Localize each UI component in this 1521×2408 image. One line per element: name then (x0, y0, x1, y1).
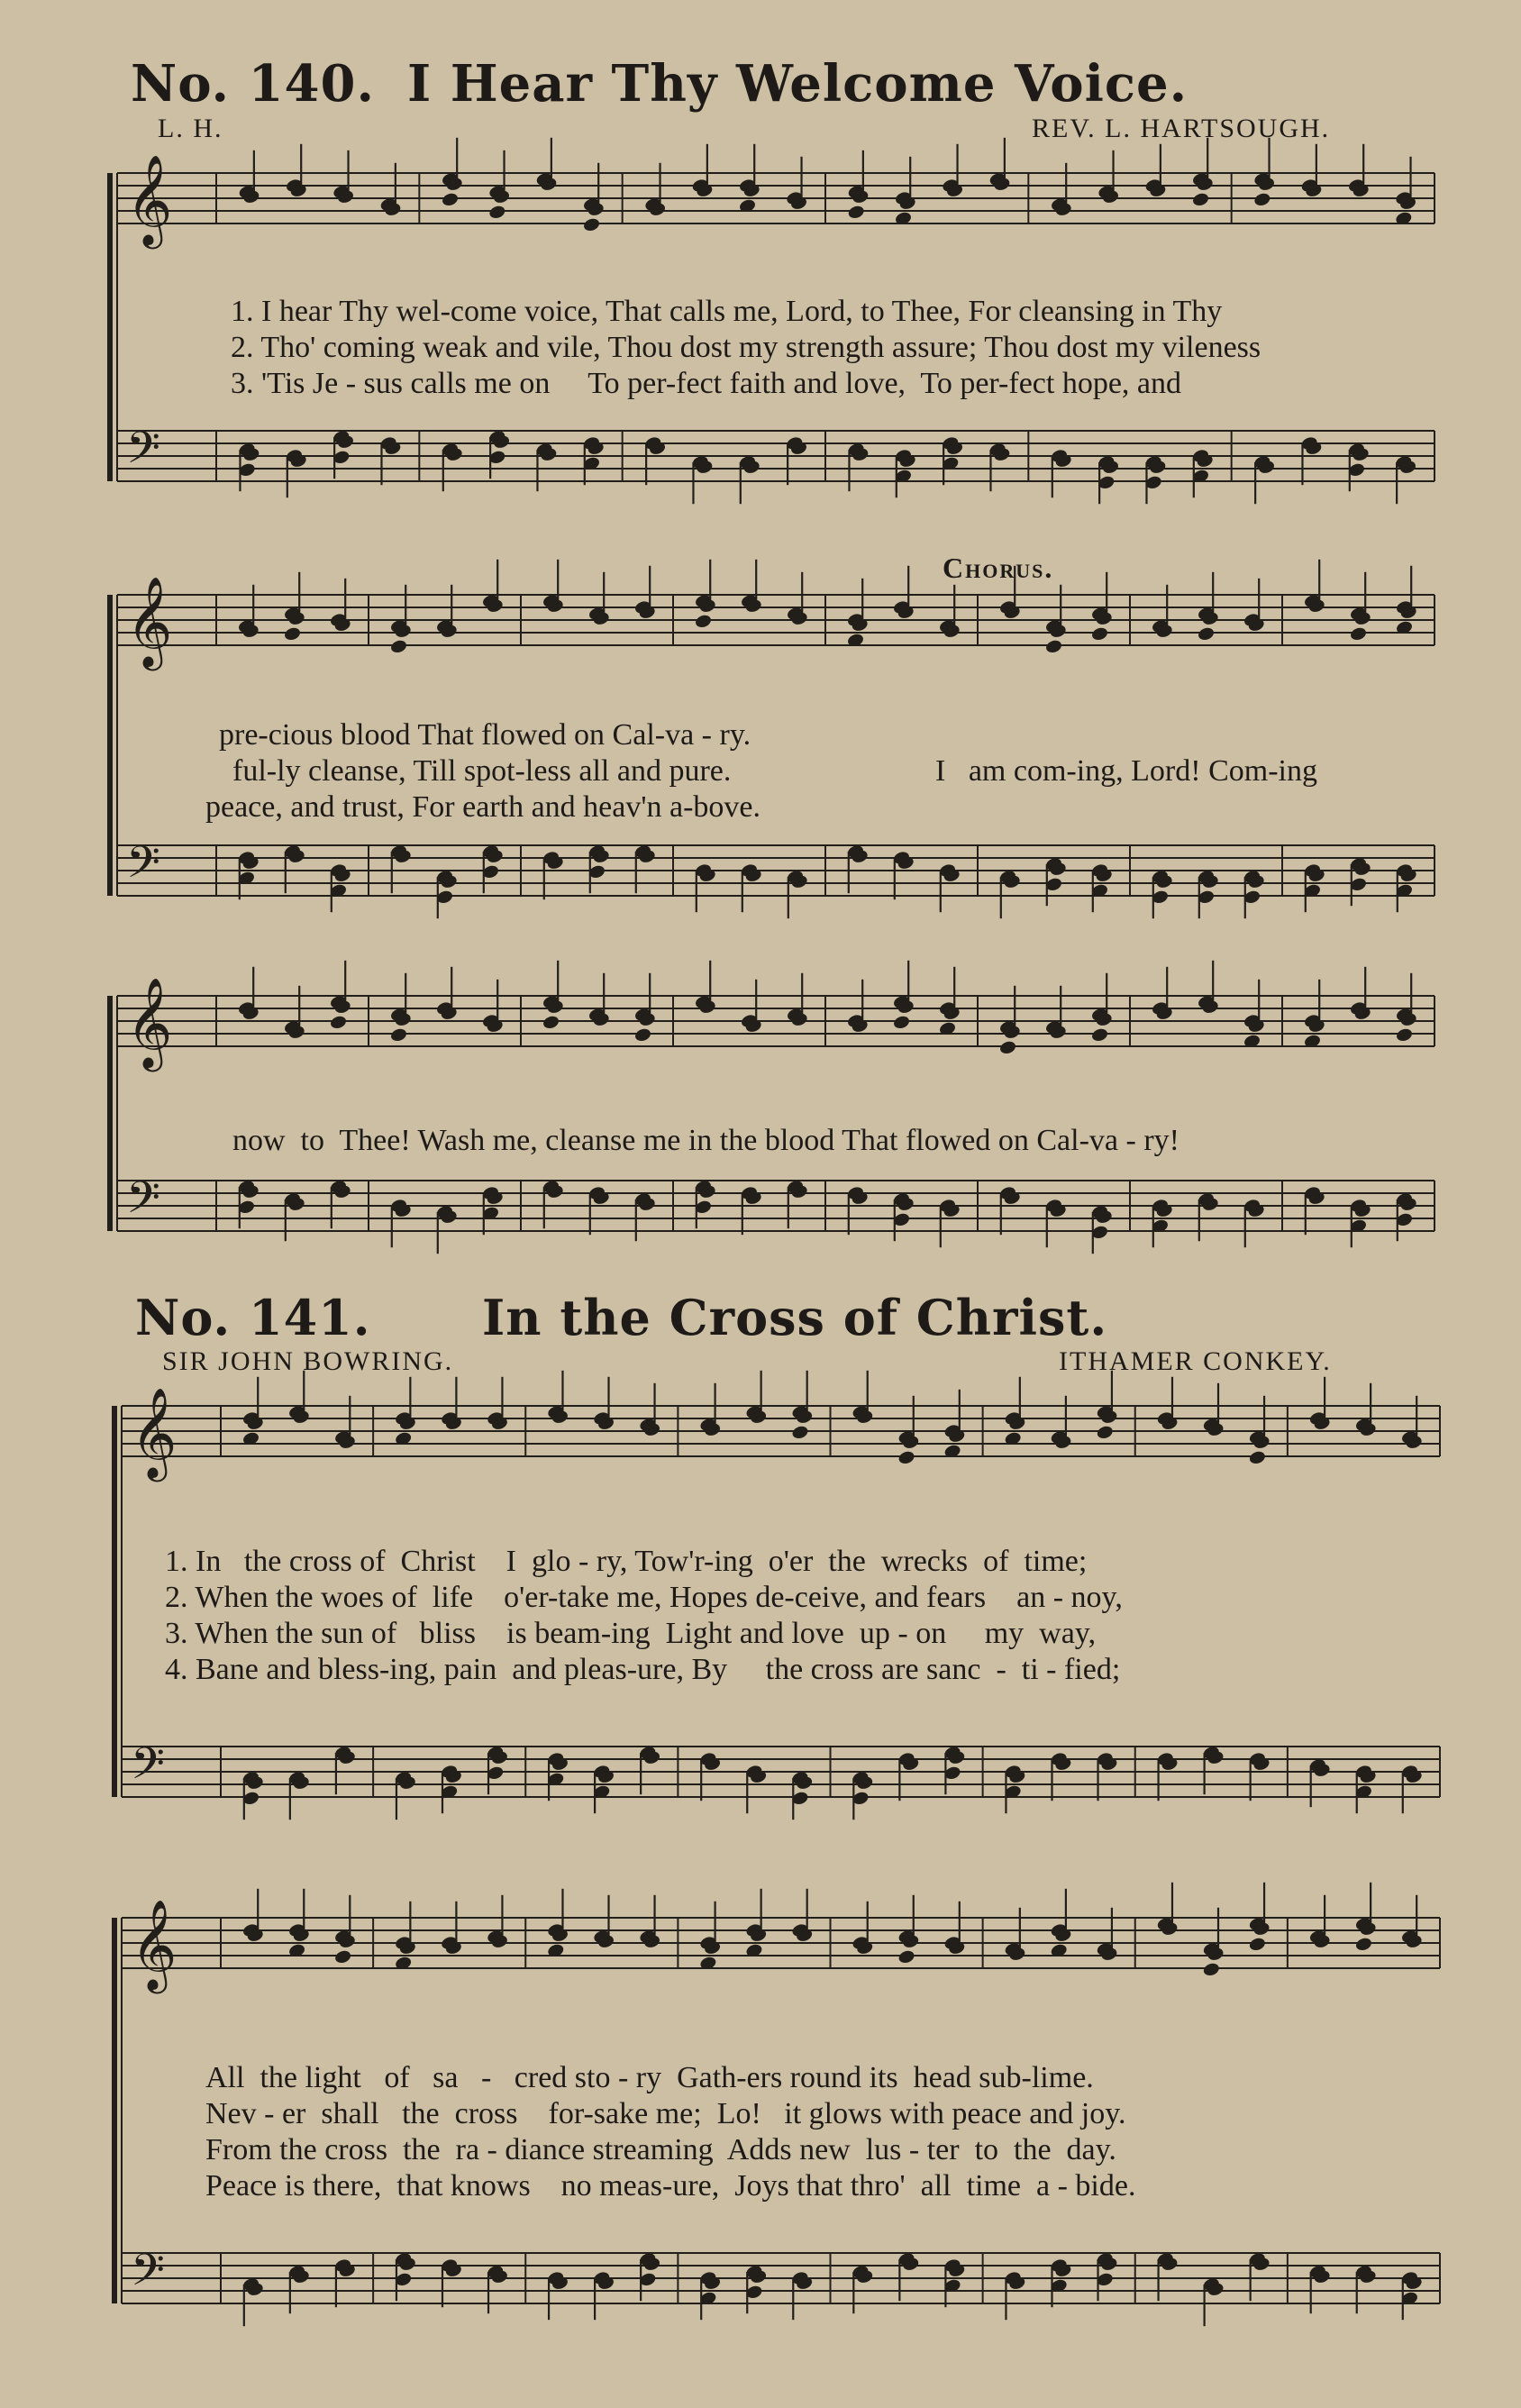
note-head (1044, 639, 1063, 655)
note-head (694, 614, 713, 630)
hymn-140-verse-1-line: 1. I hear Thy wel-come voice, That calls me, Lord, to Thee, For cleansing in Thy (231, 295, 1223, 328)
note-head (998, 1040, 1017, 1056)
note-head (633, 1027, 652, 1044)
hymn-141-verse-4-end: Peace is there, that knows no meas-ure, Joys that thro' all time a - bide. (205, 2169, 1136, 2203)
note-head (1197, 626, 1216, 643)
hymn-141-words-credit: SIR JOHN BOWRING. (162, 1346, 454, 1376)
note-head (1191, 192, 1210, 208)
hymn-140-verse-1-end: pre-cious blood That flowed on Cal-va - ry. (219, 718, 751, 752)
note-head (283, 626, 302, 643)
bass-clef-icon: 𝄢 (131, 1737, 165, 1800)
note-head (897, 1450, 916, 1466)
hymn-141-number: No. 141. (135, 1289, 371, 1346)
bass-clef-icon: 𝄢 (126, 421, 160, 484)
hymn-140-chorus-line-2: now to Thee! Wash me, cleanse me in the blood That flowed on Cal-va - ry! (232, 1124, 1179, 1157)
note-head (1096, 1425, 1115, 1441)
note-head (389, 1027, 408, 1044)
note-head (1090, 626, 1109, 643)
note-head (1248, 1937, 1267, 1953)
note-head (1395, 1027, 1414, 1044)
note-head (897, 1949, 916, 1966)
hymn-141-verse-2-end: Nev - er shall the cross for-sake me; Lo! it glows with peace and joy. (205, 2097, 1126, 2130)
hymn-140-words-credit: L. H. (158, 114, 223, 143)
note-head (441, 192, 460, 208)
note-head (542, 1015, 560, 1031)
note-head (389, 639, 408, 655)
treble-clef-icon: 𝄞 (131, 1898, 178, 1990)
note-head (892, 1015, 911, 1031)
bass-clef-icon: 𝄢 (126, 1171, 160, 1234)
note-head (1253, 192, 1272, 208)
hymn-140-number: No. 140. (131, 54, 375, 114)
hymn-140-title: I Hear Thy Welcome Voice. (407, 54, 1189, 114)
note-head (847, 205, 866, 221)
treble-clef-icon: 𝄞 (126, 153, 173, 245)
hymn-141-verse-3-end: From the cross the ra - diance streaming Adds new lus - ter to the day. (205, 2133, 1116, 2166)
note-head (791, 1425, 810, 1441)
note-head (1248, 1450, 1267, 1466)
hymn-141-verse-3-line: 3. When the sun of bliss is beam-ing Light and love up - on my way, (165, 1617, 1097, 1650)
chorus-label: Chorus. (943, 552, 1054, 584)
note-head (1090, 1027, 1109, 1044)
hymn-140-verse-3-line: 3. 'Tis Je - sus calls me on To per-fect faith and love, To per-fect hope, and (231, 367, 1182, 400)
note-head (488, 205, 507, 221)
hymn-140-music-credit: REV. L. HARTSOUGH. (1032, 114, 1331, 143)
note-head (329, 1015, 348, 1031)
note-head (1354, 1937, 1373, 1953)
hymn-141-music-credit: ITHAMER CONKEY. (1059, 1346, 1332, 1376)
note-head (1202, 1962, 1221, 1978)
hymn-140-verse-2-end: ful-ly cleanse, Till spot-less all and pure. (232, 754, 732, 788)
hymn-140-verse-3-end: peace, and trust, For earth and heav'n a-bove. (205, 790, 760, 824)
note-head (582, 217, 601, 233)
hymn-141-verse-1-end: All the light of sa - cred sto - ry Gath-ers round its head sub-lime. (205, 2061, 1094, 2094)
note-head (1349, 626, 1368, 643)
bass-clef-icon: 𝄢 (126, 835, 160, 898)
hymn-141-verse-2-line: 2. When the woes of life o'er-take me, Hopes de-ceive, and fears an - noy, (165, 1581, 1123, 1614)
hymn-140-chorus-line-1: I am com-ing, Lord! Com-ing (935, 754, 1317, 788)
hymn-141-title: In the Cross of Christ. (482, 1289, 1108, 1346)
treble-clef-icon: 𝄞 (126, 976, 173, 1068)
note-head (333, 1949, 352, 1966)
hymn-141-verse-1-line: 1. In the cross of Christ I glo - ry, Tow'r-ing o'er the wrecks of time; (165, 1545, 1088, 1578)
treble-clef-icon: 𝄞 (131, 1386, 178, 1478)
hymn-140-verse-2-line: 2. Tho' coming weak and vile, Thou dost my strength assure; Thou dost my vileness (231, 331, 1261, 364)
bass-clef-icon: 𝄢 (131, 2243, 165, 2306)
hymn-141-verse-4-line: 4. Bane and bless-ing, pain and pleas-ure, By the cross are sanc - ti - fied; (165, 1653, 1121, 1686)
treble-clef-icon: 𝄞 (126, 575, 173, 667)
